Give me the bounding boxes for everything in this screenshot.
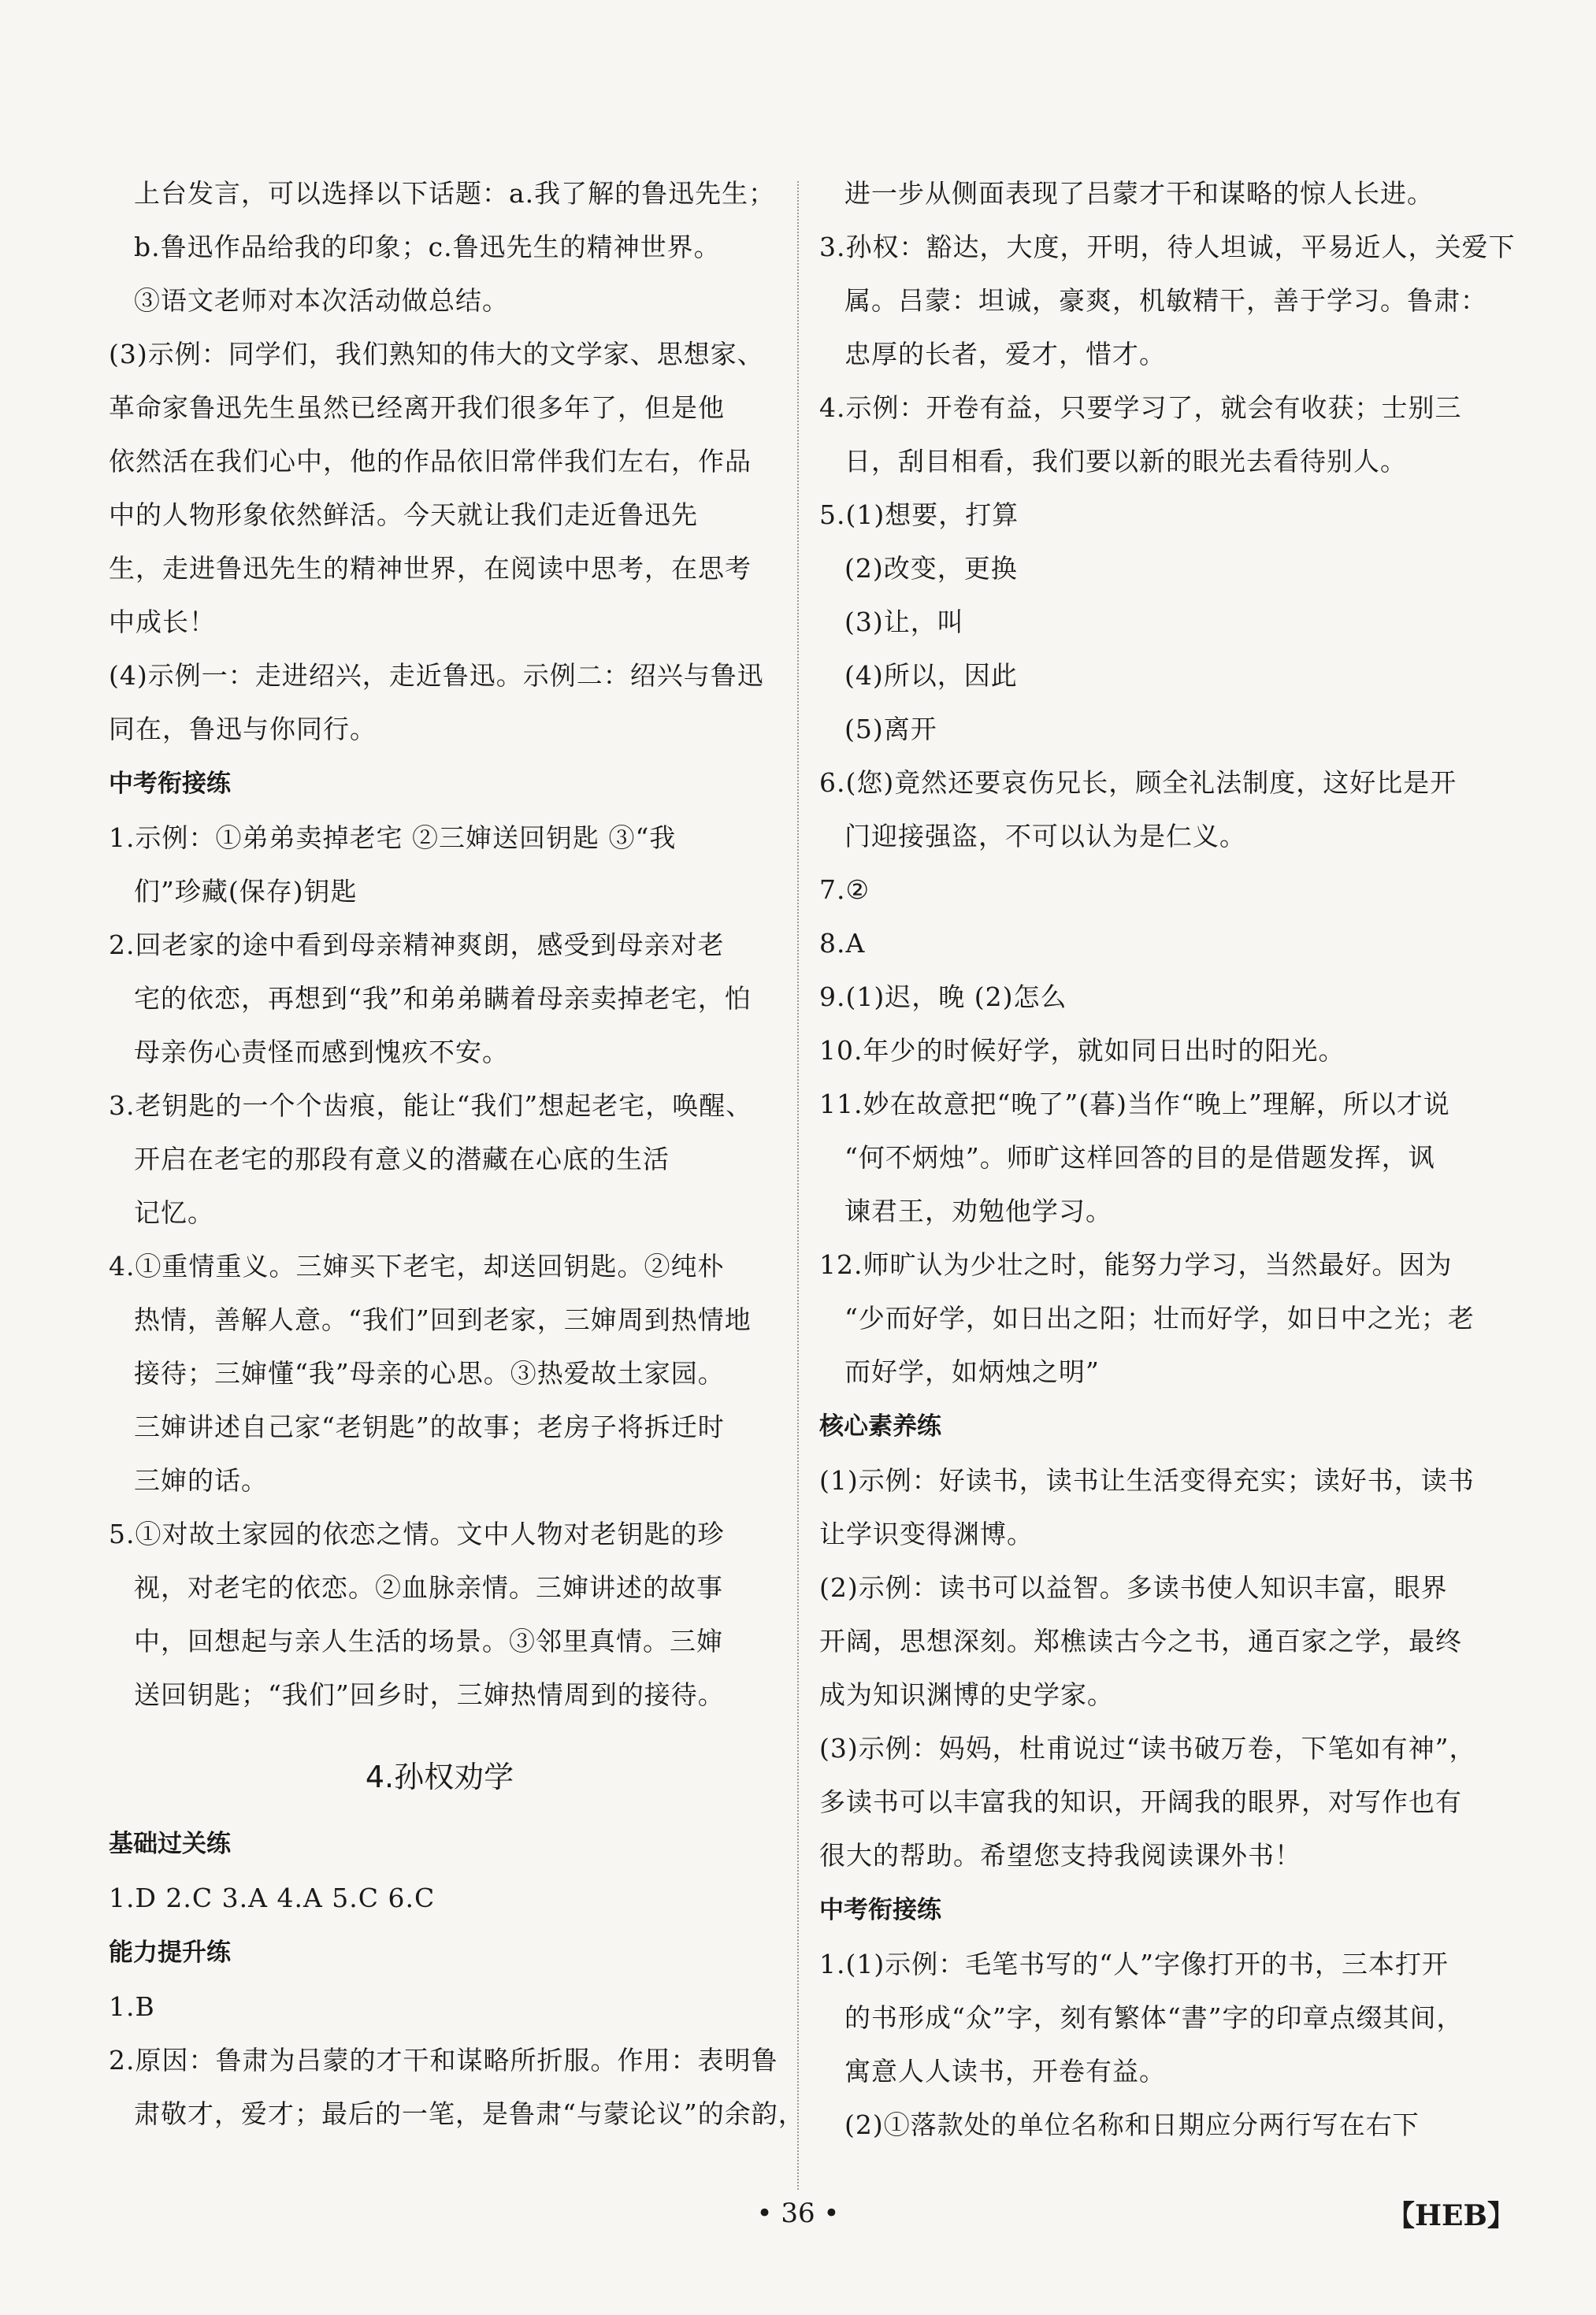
text-line: 10.年少的时候好学，就如同日出时的阳光。: [819, 1035, 1345, 1066]
section-heading-zhongkao: 中考衔接练: [109, 770, 231, 798]
text-line: “少而好学，如日出之阳；壮而好学，如日中之光；老: [844, 1303, 1475, 1334]
text-line: 肃敬才，爱才；最后的一笔，是鲁肃“与蒙论议”的余韵，: [134, 2098, 805, 2129]
edition-tag: 【HEB】: [1386, 2199, 1516, 2232]
text-line: 8.A: [819, 928, 866, 959]
text-line: 谏君王，劝勉他学习。: [844, 1196, 1112, 1226]
text-line: 宅的依恋，再想到“我”和弟弟瞒着母亲卖掉老宅，怕: [134, 983, 752, 1014]
left-column: [109, 167, 805, 2141]
text-line: 生，走进鲁迅先生的精神世界，在阅读中思考，在思考: [109, 553, 752, 584]
text-line: 3.老钥匙的一个个齿痕，能让“我们”想起老宅，唤醒、: [109, 1090, 753, 1121]
text-line: 母亲伤心责怪而感到愧疚不安。: [134, 1037, 509, 1067]
lesson-title: 4.孙权劝学: [365, 1760, 514, 1794]
text-line: 9.(1)迟，晚 (2)怎么: [819, 981, 1067, 1012]
text-line: (3)让，叫: [844, 607, 964, 637]
text-line: (2)示例：读书可以益智。多读书使人知识丰富，眼界: [819, 1572, 1448, 1603]
text-line: 很大的帮助。希望您支持我阅读课外书！: [819, 1840, 1301, 1871]
text-line: 进一步从侧面表现了吕蒙才干和谋略的惊人长进。: [844, 178, 1434, 209]
text-line: “何不炳烛”。师旷这样回答的目的是借题发挥，讽: [844, 1142, 1435, 1173]
text-line: 6.(您)竟然还要哀伤兄长，顾全礼法制度，这好比是开: [819, 767, 1457, 798]
text-line: 中，回想起与亲人生活的场景。③邻里真情。三婶: [134, 1626, 723, 1656]
text-line: 记忆。: [134, 1197, 214, 1228]
text-line: 5.(1)想要，打算: [819, 499, 1019, 530]
text-line: 寓意人人读书，开卷有益。: [844, 2056, 1166, 2087]
jichu-answers: 1.D 2.C 3.A 4.A 5.C 6.C: [109, 1883, 436, 1913]
section-heading-jichu: 基础过关练: [109, 1830, 231, 1858]
text-line: (3)示例：妈妈，杜甫说过“读书破万卷，下笔如有神”，: [819, 1733, 1476, 1764]
text-line: (1)示例：好读书，读书让生活变得充实；读好书，读书: [819, 1465, 1475, 1496]
section-heading-nengli: 能力提升练: [109, 1938, 231, 1967]
text-line: 视，对老宅的依恋。②血脉亲情。三婶讲述的故事: [134, 1572, 723, 1603]
page-number: • 36 •: [756, 2198, 840, 2229]
text-line: 送回钥匙；“我们”回乡时，三婶热情周到的接待。: [134, 1679, 725, 1710]
column-divider: [797, 181, 799, 2190]
text-line: 而好学，如炳烛之明”: [844, 1356, 1100, 1387]
text-line: 依然活在我们心中，他的作品依旧常伴我们左右，作品: [109, 446, 752, 477]
text-line: 三婶的话。: [134, 1465, 268, 1496]
right-column: [819, 167, 1516, 2152]
text-line: 3.孙权：豁达，大度，开明，待人坦诚，平易近人，关爱下: [819, 232, 1516, 262]
text-line: b.鲁迅作品给我的印象；c.鲁迅先生的精神世界。: [134, 232, 721, 262]
text-line: 成为知识渊博的史学家。: [819, 1679, 1114, 1710]
text-line: 开阔，思想深刻。郑樵读古今之书，通百家之学，最终: [819, 1626, 1462, 1656]
text-line: 7.②: [819, 874, 870, 905]
text-line: 们”珍藏(保存)钥匙: [134, 876, 358, 907]
text-line: 革命家鲁迅先生虽然已经离开我们很多年了，但是他: [109, 392, 725, 423]
text-line: (2)改变，更换: [844, 553, 1018, 584]
text-line: 日，刮目相看，我们要以新的眼光去看待别人。: [844, 446, 1407, 477]
text-line: 1.B: [109, 1991, 155, 2022]
text-line: 12.师旷认为少壮之时，能努力学习，当然最好。因为: [819, 1249, 1453, 1280]
section-heading-zhongkao-2: 中考衔接练: [819, 1896, 941, 1924]
left-intro-lines: [109, 167, 776, 756]
text-line: (4)所以，因此: [844, 660, 1018, 691]
text-line: 热情，善解人意。“我们”回到老家，三婶周到热情地: [134, 1304, 752, 1335]
text-line: (2)①落款处的单位名称和日期应分两行写在右下: [844, 2109, 1420, 2140]
text-line: (3)示例：同学们，我们熟知的伟大的文学家、思想家、: [109, 339, 764, 369]
text-line: 门迎接强盗，不可以认为是仁义。: [844, 821, 1246, 851]
text-line: 多读书可以丰富我的知识，开阔我的眼界，对写作也有: [819, 1786, 1462, 1817]
zhongkao2-answers: [819, 1938, 1481, 2152]
text-line: 忠厚的长者，爱才，惜才。: [844, 339, 1166, 369]
text-line: 的书形成“众”字，刻有繁体“書”字的印章点缀其间，: [844, 2002, 1464, 2033]
text-line: 中成长！: [109, 607, 216, 637]
section-heading-hexin: 核心素养练: [819, 1412, 941, 1441]
text-line: 1.(1)示例：毛笔书写的“人”字像打开的书，三本打开: [819, 1949, 1449, 1979]
text-line: (4)示例一：走进绍兴，走近鲁迅。示例二：绍兴与鲁迅: [109, 660, 764, 691]
text-line: 1.示例：①弟弟卖掉老宅 ②三婶送回钥匙 ③“我: [109, 822, 677, 853]
text-line: 11.妙在故意把“晚了”(暮)当作“晚上”理解，所以才说: [819, 1089, 1450, 1119]
nengli-answers: [109, 1980, 805, 2141]
text-line: 2.回老家的途中看到母亲精神爽朗，感受到母亲对老: [109, 929, 725, 960]
text-line: 三婶讲述自己家“老钥匙”的故事；老房子将拆迁时: [134, 1412, 725, 1442]
text-line: 4.示例：开卷有益，只要学习了，就会有收获；士别三: [819, 392, 1462, 423]
text-line: 接待；三婶懂“我”母亲的心思。③热爱故土家园。: [134, 1358, 725, 1389]
text-line: 开启在老宅的那段有意义的潜藏在心底的生活: [134, 1144, 670, 1174]
hexin-answers: [819, 1454, 1481, 1883]
text-line: 5.①对故土家园的依恋之情。文中人物对老钥匙的珍: [109, 1519, 725, 1549]
text-line: 2.原因：鲁肃为吕蒙的才干和谋略所折服。作用：表明鲁: [109, 2045, 778, 2076]
text-line: 属。吕蒙：坦诚，豪爽，机敏精干，善于学习。鲁肃：: [844, 285, 1487, 316]
text-line: 中的人物形象依然鲜活。今天就让我们走近鲁迅先: [109, 499, 698, 530]
text-line: ③语文老师对本次活动做总结。: [134, 285, 509, 316]
zhongkao-answers: [109, 811, 770, 1722]
text-line: 让学识变得渊博。: [819, 1519, 1034, 1549]
text-line: 同在，鲁迅与你同行。: [109, 714, 377, 744]
right-continuation: [819, 167, 1516, 1399]
text-line: 上台发言，可以选择以下话题：a.我了解的鲁迅先生；: [134, 178, 776, 209]
text-line: 4.①重情重义。三婶买下老宅，却送回钥匙。②纯朴: [109, 1251, 725, 1282]
text-line: (5)离开: [844, 714, 937, 744]
